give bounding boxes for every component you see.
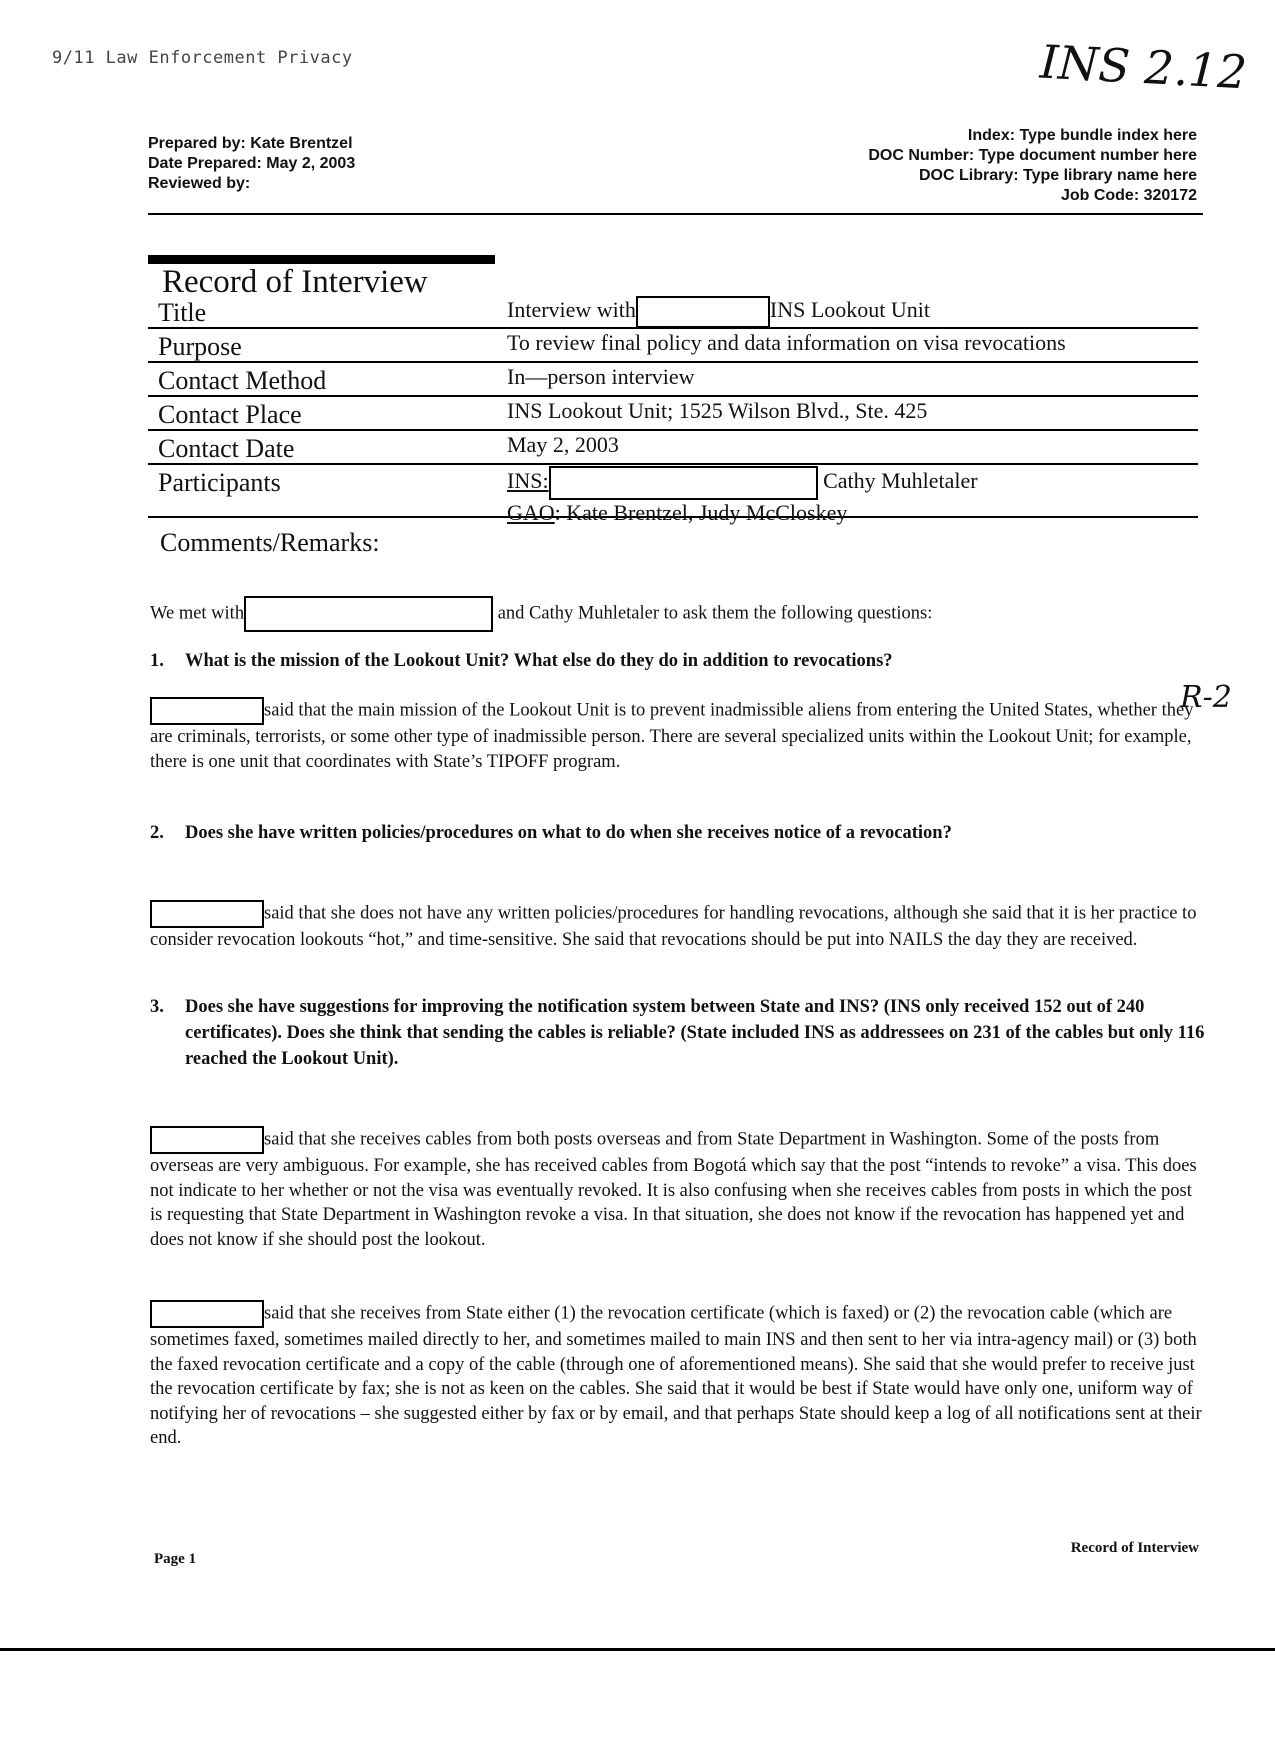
question-2	[150, 820, 1206, 846]
redaction-box	[244, 596, 493, 632]
gao-label: GAO	[507, 500, 555, 525]
label-participants: Participants	[158, 468, 281, 497]
row-date	[148, 432, 1198, 465]
redaction-box	[150, 1126, 264, 1154]
header-rule	[148, 213, 1203, 215]
reviewed-by: Reviewed by:	[148, 175, 251, 192]
value-place: INS Lookout Unit; 1525 Wilson Blvd., Ste. 425	[507, 398, 928, 423]
answer-3b	[150, 1300, 1206, 1451]
label-method: Contact Method	[158, 366, 327, 395]
gao-value: : Kate Brentzel, Judy McCloskey	[554, 500, 848, 525]
row-method	[148, 364, 1198, 397]
title-post: INS Lookout Unit	[769, 297, 931, 323]
question-text: Does she have written policies/procedures on what to do when she receives notice of a revocation?	[185, 823, 952, 843]
doc-number-line: DOC Number: Type document number here	[868, 147, 1197, 164]
prepared-by: Prepared by: Kate Brentzel	[148, 135, 353, 152]
question-number: 1.	[150, 651, 164, 671]
row-place	[148, 398, 1198, 431]
redaction-box	[150, 1300, 264, 1328]
redaction-box	[150, 900, 264, 928]
answer-text: said that she does not have any written policies/procedures for handling revocations, although she said that it is her practice to consider revocation lookouts “hot,” and time-sensitive. She said that revocations should be put into NAILS the day they are received.	[150, 903, 1197, 950]
label-purpose: Purpose	[158, 332, 242, 361]
answer-1	[150, 697, 1206, 774]
value-method: In—person interview	[507, 364, 695, 389]
question-number: 3.	[150, 997, 164, 1017]
footer-page-number: Page 1	[154, 1551, 197, 1567]
value-title	[507, 296, 930, 328]
row-title	[148, 296, 1198, 329]
title-bar	[148, 255, 495, 264]
title-pre: Interview with	[507, 297, 636, 323]
ins-after: Cathy Muhletaler	[823, 468, 978, 494]
answer-text: said that she receives cables from both posts overseas and from State Department in Washington. Some of the posts from overseas are very ambiguous. For example, she has received cables from Bogotá which say that the post “intends to revoke” a visa. This does not indicate to her whether or not the visa was eventually revoked. It is also confusing when she receives cables from posts in which the post is requesting that State Department in Washington revoke a visa. In that situation, she does not know if the revocation has happened yet and does not know if she should post the lookout.	[150, 1129, 1197, 1250]
intro-paragraph	[150, 596, 1206, 632]
redaction-box	[549, 466, 818, 500]
question-1	[150, 648, 1206, 674]
question-text: What is the mission of the Lookout Unit? What else do they do in addition to revocations?	[185, 651, 893, 671]
doc-library-line: DOC Library: Type library name here	[918, 167, 1197, 184]
row-purpose	[148, 330, 1198, 363]
footer-title: Record of Interview	[1070, 1540, 1199, 1556]
answer-text: said that she receives from State either (1) the revocation certificate (which is faxed) or (2) the revocation cable (which are sometimes faxed, sometimes mailed directly to her, and sometimes mailed to main INS and then sent to her via intra-agency mail) or (3) both the faxed revocation certificate and a copy of the cable (through one of aforementioned means). She said that she would prefer to receive just the revocation certificate by fax; she is not as keen on the cables. She said that it would be best if State would have only one, uniform way of notifying her of revocations – she suggested either by fax or by email, and that perhaps State should keep a log of all notifications sent at their end.	[150, 1303, 1202, 1448]
prepared-block	[148, 134, 355, 194]
label-date: Contact Date	[158, 434, 295, 463]
privacy-stamp: 9/11 Law Enforcement Privacy	[52, 48, 353, 68]
value-purpose: To review final policy and data information on visa revocations	[507, 330, 1066, 355]
question-text: Does she have suggestions for improving the notification system between State and INS? (INS only received 152 out of 240 certificates). Does she think that sending the cables is reliable? (State included INS as addressees on 231 of the cables but only 116 reached the Lookout Unit).	[185, 997, 1205, 1069]
label-place: Contact Place	[158, 400, 302, 429]
intro-pre: We met with	[150, 603, 245, 624]
question-3	[150, 994, 1206, 1072]
date-prepared: Date Prepared: May 2, 2003	[148, 155, 356, 172]
answer-3a	[150, 1126, 1206, 1252]
intro-post: and Cathy Muhletaler to ask them the following questions:	[497, 603, 933, 624]
answer-text: said that the main mission of the Lookout Unit is to prevent inadmissible aliens from entering the United States, whether they are criminals, terrorists, or some other type of inadmissible person. There are several specialized units within the Lookout Unit; for example, there is one unit that coordinates with State’s TIPOFF program.	[150, 700, 1194, 772]
label-title: Title	[158, 298, 207, 327]
index-line: Index: Type bundle index here	[967, 127, 1197, 144]
document-meta	[868, 126, 1197, 206]
handwritten-label: INS 2.12	[1038, 34, 1249, 100]
ins-label: INS:	[507, 468, 549, 494]
margin-note: R-2	[1180, 680, 1232, 715]
value-participants	[507, 466, 978, 525]
row-participants	[148, 466, 1198, 525]
record-title: Record of Interview	[162, 264, 428, 300]
comments-label: Comments/Remarks:	[160, 528, 380, 557]
redaction-box	[150, 697, 264, 725]
job-code-line: Job Code: 320172	[1060, 187, 1197, 204]
value-date: May 2, 2003	[507, 432, 619, 457]
question-number: 2.	[150, 823, 164, 843]
redaction-box	[636, 296, 770, 328]
answer-2	[150, 900, 1206, 953]
bottom-rule	[0, 1648, 1275, 1651]
